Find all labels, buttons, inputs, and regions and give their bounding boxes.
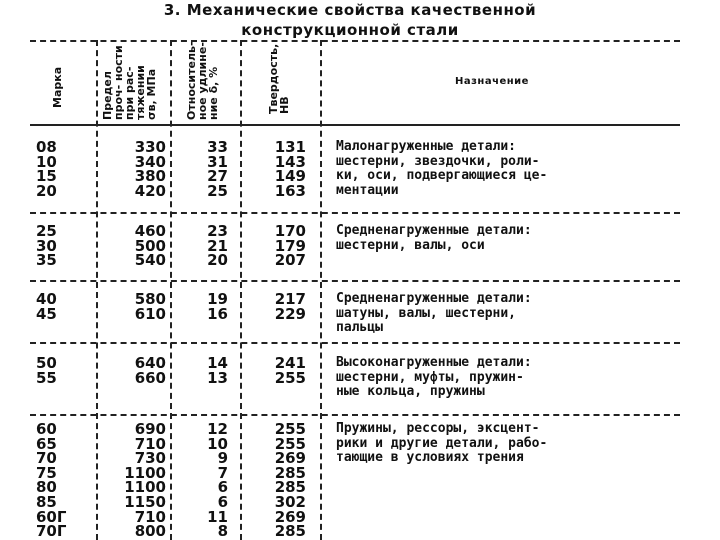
header-bottom-rule — [30, 124, 680, 126]
group-1-purpose — [336, 140, 681, 198]
elongation-cell: 7 — [217, 463, 228, 482]
grade-cell: 70Г — [36, 522, 67, 540]
purpose-line: ки, оси, подвергающиеся це- — [336, 168, 548, 184]
elongation-cell: 31 — [207, 152, 228, 171]
tensile-cell: 800 — [134, 522, 166, 540]
elongation-cell: 12 — [207, 420, 228, 438]
hardness-cell: 269 — [274, 449, 306, 468]
group-1-hardness — [256, 140, 306, 198]
group-3-purpose — [336, 292, 681, 336]
elongation-cell: 23 — [207, 222, 228, 240]
elongation-cell: 27 — [207, 167, 228, 186]
group-1-tensile — [108, 140, 166, 198]
hardness-cell: 255 — [274, 368, 306, 387]
elongation-cell: 20 — [207, 251, 228, 270]
elongation-cell: 8 — [217, 522, 228, 540]
hardness-cell: 229 — [274, 304, 306, 323]
tensile-cell: 1100 — [124, 463, 166, 482]
group-5-elongation — [178, 422, 228, 539]
hardness-cell: 217 — [274, 290, 306, 308]
purpose-line: ные кольца, пружины — [336, 384, 485, 400]
tensile-cell: 340 — [134, 152, 166, 171]
group-3-elongation — [178, 292, 228, 321]
grade-cell: 60 — [36, 420, 57, 438]
grade-cell: 60Г — [36, 507, 67, 526]
hardness-cell: 285 — [274, 478, 306, 497]
tensile-cell: 610 — [134, 304, 166, 323]
hardness-cell: 241 — [274, 354, 306, 372]
grade-cell: 40 — [36, 290, 57, 308]
grade-cell: 08 — [36, 138, 57, 156]
tensile-cell: 500 — [134, 236, 166, 255]
purpose-line: тающие в условиях трения — [336, 450, 524, 466]
tensile-cell: 330 — [134, 138, 166, 156]
grade-cell: 20 — [36, 181, 57, 200]
group-5-tensile — [108, 422, 166, 539]
group-2-tensile — [108, 224, 166, 268]
hardness-cell: 302 — [274, 492, 306, 511]
elongation-cell: 9 — [217, 449, 228, 468]
group-4-grades — [36, 356, 86, 385]
elongation-cell: 14 — [207, 354, 228, 372]
grade-cell: 80 — [36, 478, 57, 497]
grade-cell: 70 — [36, 449, 57, 468]
group-3-hardness — [256, 292, 306, 321]
hardness-cell: 207 — [274, 251, 306, 270]
group-3-grades — [36, 292, 86, 321]
elongation-cell: 25 — [207, 181, 228, 200]
purpose-line: Высоконагруженные детали: — [336, 355, 532, 370]
group-5-grades — [36, 422, 86, 539]
elongation-cell: 21 — [207, 236, 228, 255]
hardness-cell: 143 — [274, 152, 306, 171]
elongation-cell: 6 — [217, 492, 228, 511]
purpose-line: Средненагруженные детали: — [336, 223, 532, 238]
hardness-cell: 149 — [274, 167, 306, 186]
hardness-cell: 255 — [274, 420, 306, 438]
table-title-line-1: 3. Механические свойства качественной — [163, 1, 537, 19]
purpose-line: шестерни, звездочки, роли- — [336, 153, 540, 169]
group-4-elongation — [178, 356, 228, 385]
column-rule-2 — [170, 40, 172, 540]
grade-cell: 30 — [36, 236, 57, 255]
tensile-cell: 380 — [134, 167, 166, 186]
purpose-line: ментации — [336, 182, 399, 198]
group-4-purpose — [336, 356, 681, 400]
hardness-cell: 179 — [274, 236, 306, 255]
grade-cell: 50 — [36, 354, 57, 372]
tensile-cell: 460 — [134, 222, 166, 240]
grade-cell: 15 — [36, 167, 57, 186]
elongation-cell: 19 — [207, 290, 228, 308]
table-title-line-2: конструкционной стали — [241, 21, 459, 39]
header-elongation: Относитель- ное удлине- ние δ, % — [185, 41, 220, 120]
group-2-purpose — [336, 224, 681, 253]
tensile-cell: 1150 — [124, 492, 166, 511]
header-hardness: Твердость, НВ — [267, 43, 291, 114]
purpose-line: шатуны, валы, шестерни, — [336, 305, 517, 321]
group-2-grades — [36, 224, 86, 268]
grade-cell: 25 — [36, 222, 57, 240]
table-title — [90, 0, 610, 40]
grade-cell: 65 — [36, 434, 57, 453]
tensile-cell: 660 — [134, 368, 166, 387]
elongation-cell: 11 — [207, 507, 228, 526]
elongation-cell: 6 — [217, 478, 228, 497]
hardness-cell: 269 — [274, 507, 306, 526]
column-rule-1 — [96, 40, 98, 540]
column-rule-3 — [240, 40, 242, 540]
tensile-cell: 640 — [134, 354, 166, 372]
purpose-line: рики и другие детали, рабо- — [336, 435, 548, 451]
grade-cell: 55 — [36, 368, 57, 387]
header-tensile: Предел проч- ности при рас- тяжении σв, МПа — [101, 45, 158, 120]
group-4-hardness — [256, 356, 306, 385]
elongation-cell: 13 — [207, 368, 228, 387]
group-2-hardness — [256, 224, 306, 268]
group-separator-3 — [30, 342, 680, 344]
purpose-line: шестерни, валы, оси — [336, 237, 485, 253]
hardness-cell: 163 — [274, 181, 306, 200]
tensile-cell: 540 — [134, 251, 166, 270]
grade-cell: 35 — [36, 251, 57, 270]
tensile-cell: 730 — [134, 449, 166, 468]
tensile-cell: 580 — [134, 290, 166, 308]
hardness-cell: 170 — [274, 222, 306, 240]
group-1-grades — [36, 140, 86, 198]
purpose-line: Малонагруженные детали: — [336, 139, 517, 154]
elongation-cell: 10 — [207, 434, 228, 453]
purpose-line: шестерни, муфты, пружин- — [336, 369, 524, 385]
grade-cell: 85 — [36, 492, 57, 511]
tensile-cell: 1100 — [124, 478, 166, 497]
grade-cell: 45 — [36, 304, 57, 323]
tensile-cell: 420 — [134, 181, 166, 200]
tensile-cell: 710 — [134, 507, 166, 526]
purpose-line: Средненагруженные детали: — [336, 291, 532, 306]
grade-cell: 10 — [36, 152, 57, 171]
column-rule-4 — [320, 40, 322, 540]
group-separator-2 — [30, 280, 680, 282]
hardness-cell: 285 — [274, 522, 306, 540]
purpose-line: Пружины, рессоры, эксцент- — [336, 421, 540, 436]
hardness-cell: 285 — [274, 463, 306, 482]
group-4-tensile — [108, 356, 166, 385]
grade-cell: 75 — [36, 463, 57, 482]
purpose-line: пальцы — [336, 320, 383, 336]
header-grade: Марка — [51, 66, 64, 108]
group-5-purpose — [336, 422, 681, 466]
tensile-cell: 710 — [134, 434, 166, 453]
elongation-cell: 33 — [207, 138, 228, 156]
tensile-cell: 690 — [134, 420, 166, 438]
hardness-cell: 131 — [274, 138, 306, 156]
hardness-cell: 255 — [274, 434, 306, 453]
group-1-elongation — [178, 140, 228, 198]
elongation-cell: 16 — [207, 304, 228, 323]
header-purpose: Назначение — [455, 76, 529, 87]
group-separator-4 — [30, 414, 680, 416]
group-3-tensile — [108, 292, 166, 321]
group-separator-1 — [30, 212, 680, 214]
group-5-hardness — [256, 422, 306, 539]
group-2-elongation — [178, 224, 228, 268]
